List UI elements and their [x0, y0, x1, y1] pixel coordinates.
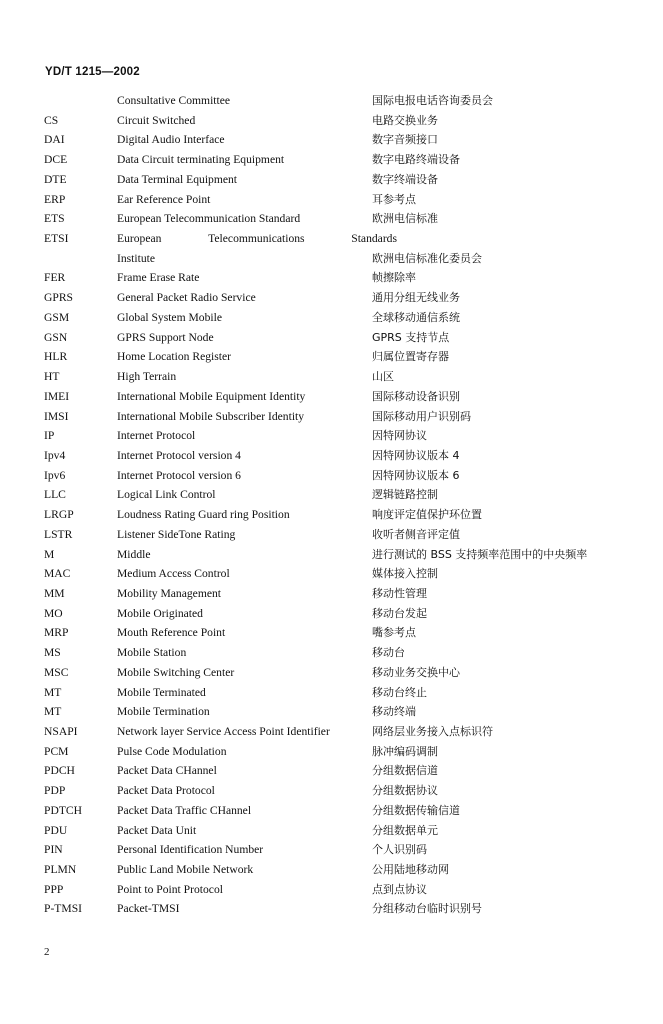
english-term: Ear Reference Point: [117, 192, 211, 206]
english-term: Packet Data Traffic CHannel: [117, 803, 252, 817]
chinese-term: 因特网协议版本 4: [372, 448, 460, 462]
abbreviation-row: [44, 268, 659, 288]
english-term: Listener SideTone Rating: [117, 527, 236, 541]
abbreviation: PDTCH: [44, 803, 83, 817]
abbreviation: LSTR: [44, 527, 73, 541]
abbreviation-row: [44, 643, 659, 663]
page-number: 2: [44, 946, 50, 958]
abbreviation-row: [44, 387, 659, 407]
abbreviation: HT: [44, 370, 60, 384]
abbreviation-row: [44, 564, 659, 584]
abbreviation-row: [44, 821, 659, 841]
abbreviation-row: [44, 545, 659, 565]
chinese-term: 归属位置寄存器: [372, 350, 449, 364]
english-term: Mobile Termination: [117, 705, 210, 719]
chinese-term: 因特网协议: [372, 429, 427, 443]
english-term: Internet Protocol: [117, 429, 196, 443]
english-term: Packet Data Protocol: [117, 784, 215, 798]
abbreviation: LRGP: [44, 508, 74, 522]
english-term: International Mobile Subscriber Identity: [117, 409, 305, 423]
english-term: Medium Access Control: [117, 567, 230, 581]
abbreviation-row: [44, 623, 659, 643]
abbreviation-row: [44, 150, 659, 170]
english-term: Institute: [117, 251, 155, 265]
abbreviation: PCM: [44, 744, 69, 758]
abbreviation-row: [44, 880, 659, 900]
english-term: Packet Data CHannel: [117, 764, 217, 778]
abbreviation: ERP: [44, 192, 66, 206]
abbreviation-row: [44, 801, 659, 821]
chinese-term: 因特网协议版本 6: [372, 468, 460, 482]
english-term-word: Standards: [351, 232, 397, 246]
abbreviation-row: [44, 229, 659, 249]
chinese-term: 移动台发起: [372, 606, 427, 620]
chinese-term: 国际移动用户识别码: [372, 409, 471, 423]
english-term: Packet-TMSI: [117, 902, 180, 916]
chinese-term: 帧擦除率: [372, 271, 416, 285]
abbreviation-row: [44, 367, 659, 387]
abbreviation-row: [44, 722, 659, 742]
chinese-term: 嘴参考点: [372, 626, 416, 640]
abbreviation: IMEI: [44, 389, 70, 403]
abbreviation: P-TMSI: [44, 902, 83, 916]
chinese-term: 脉冲编码调制: [372, 744, 438, 758]
abbreviation-row: [44, 288, 659, 308]
chinese-term: 欧洲电信标准化委员会: [372, 251, 482, 265]
abbreviation-row: [44, 702, 659, 722]
english-term: Global System Mobile: [117, 310, 222, 324]
chinese-term: 移动业务交换中心: [372, 665, 460, 679]
abbreviation-row: [44, 347, 659, 367]
abbreviation: PIN: [44, 843, 63, 857]
english-term: Mobile Terminated: [117, 685, 206, 699]
chinese-term: 通用分组无线业务: [372, 291, 460, 305]
abbreviation: NSAPI: [44, 725, 78, 738]
abbreviation-row: [44, 446, 659, 466]
english-term-word: European: [117, 232, 162, 246]
chinese-term: 媒体接入控制: [372, 567, 438, 581]
abbreviation: MT: [44, 705, 62, 719]
abbreviation: MM: [44, 586, 65, 600]
english-term: Loudness Rating Guard ring Position: [117, 508, 290, 522]
abbreviation: M: [44, 547, 55, 561]
english-term: Data Circuit terminating Equipment: [117, 153, 285, 167]
abbreviation: GSM: [44, 310, 70, 324]
english-term: European Telecommunication Standard: [117, 212, 301, 226]
chinese-term: 数字电路终端设备: [372, 153, 460, 167]
english-term: High Terrain: [117, 370, 177, 384]
english-term: International Mobile Equipment Identity: [117, 389, 306, 403]
abbreviation-row: [44, 111, 659, 131]
chinese-term: 逻辑链路控制: [372, 488, 438, 502]
chinese-term: 国际电报电话咨询委员会: [372, 94, 493, 107]
abbreviation: MO: [44, 606, 63, 620]
chinese-term: 分组移动台临时识别号: [372, 902, 482, 916]
abbreviation: Ipv6: [44, 468, 66, 482]
abbreviation-row: [44, 525, 659, 545]
chinese-term: 分组数据单元: [372, 823, 438, 837]
abbreviation-list: [44, 91, 659, 919]
abbreviation-row: [44, 860, 659, 880]
english-term-word: Telecommunications: [208, 232, 305, 246]
abbreviation: PDP: [44, 784, 66, 798]
abbreviation: MRP: [44, 626, 69, 640]
english-term: Internet Protocol version 6: [117, 468, 241, 482]
abbreviation-row: [44, 209, 659, 229]
abbreviation: LLC: [44, 488, 66, 502]
english-term: Personal Identification Number: [117, 843, 264, 857]
english-term: Mobile Originated: [117, 606, 203, 620]
english-term: Internet Protocol version 4: [117, 448, 241, 462]
english-term: Digital Audio Interface: [117, 133, 225, 147]
abbreviation: GSN: [44, 330, 68, 344]
chinese-term: GPRS 支持节点: [372, 330, 450, 344]
abbreviation: DCE: [44, 153, 68, 167]
chinese-term: 移动台终止: [372, 685, 427, 699]
abbreviation: PDU: [44, 823, 68, 837]
abbreviation-row: [44, 130, 659, 150]
abbreviation: MAC: [44, 567, 71, 581]
abbreviation: MT: [44, 685, 62, 699]
english-term: Pulse Code Modulation: [117, 744, 227, 758]
chinese-term: 移动性管理: [372, 586, 427, 600]
english-term: Public Land Mobile Network: [117, 863, 254, 877]
english-term: Logical Link Control: [117, 488, 216, 502]
chinese-term: 移动终端: [372, 705, 416, 719]
chinese-term: 分组数据信道: [372, 764, 438, 778]
abbreviation: Ipv4: [44, 448, 66, 462]
abbreviation-row: [44, 485, 659, 505]
english-term: Data Terminal Equipment: [117, 172, 238, 186]
english-term: Mouth Reference Point: [117, 626, 226, 640]
abbreviation: MSC: [44, 665, 69, 679]
chinese-term: 网络层业务接入点标识符: [372, 725, 493, 738]
abbreviation: CS: [44, 113, 59, 127]
chinese-term: 个人识别码: [372, 843, 427, 857]
english-term: [117, 229, 397, 249]
abbreviation-row: [44, 91, 659, 111]
standard-header: YD/T 1215—2002: [45, 66, 140, 78]
abbreviation-row: [44, 466, 659, 486]
chinese-term: 数字音频接口: [372, 133, 438, 147]
english-term: General Packet Radio Service: [117, 291, 256, 305]
english-term: Mobility Management: [117, 586, 222, 600]
abbreviation: GPRS: [44, 291, 74, 305]
abbreviation-row: [44, 328, 659, 348]
chinese-term: 国际移动设备识别: [372, 389, 460, 403]
chinese-term: 分组数据传输信道: [372, 803, 460, 817]
chinese-term: 移动台: [372, 646, 405, 660]
chinese-term: 电路交换业务: [372, 113, 438, 127]
abbreviation-row: [44, 663, 659, 683]
abbreviation: ETSI: [44, 232, 69, 246]
abbreviation: IMSI: [44, 409, 69, 423]
abbreviation: PDCH: [44, 764, 75, 778]
english-term: Network layer Service Access Point Identifier: [117, 725, 330, 738]
english-term: GPRS Support Node: [117, 330, 214, 344]
abbreviation-row: [44, 840, 659, 860]
chinese-term: 公用陆地移动网: [372, 863, 449, 877]
chinese-term: 响度评定值保护环位置: [372, 508, 482, 522]
abbreviation: DAI: [44, 133, 65, 147]
abbreviation-row: [44, 604, 659, 624]
abbreviation-row: [44, 505, 659, 525]
abbreviation-row: [44, 781, 659, 801]
english-term: Circuit Switched: [117, 113, 196, 127]
abbreviation: DTE: [44, 172, 67, 186]
english-term: Point to Point Protocol: [117, 882, 223, 896]
abbreviation: MS: [44, 646, 61, 660]
chinese-term: 全球移动通信系统: [372, 310, 460, 324]
abbreviation-row: [44, 308, 659, 328]
chinese-term: 分组数据协议: [372, 784, 438, 798]
chinese-term: 数字终端设备: [372, 172, 438, 186]
abbreviation-row: [44, 407, 659, 427]
abbreviation-row: [44, 426, 659, 446]
chinese-term: 欧洲电信标准: [372, 212, 438, 226]
abbreviation-row: [44, 899, 659, 919]
abbreviation-row: [44, 170, 659, 190]
chinese-term: 点到点协议: [372, 882, 427, 896]
english-term: Middle: [117, 547, 151, 561]
abbreviation: HLR: [44, 350, 68, 364]
abbreviation: ETS: [44, 212, 65, 226]
english-term: Mobile Station: [117, 646, 187, 660]
abbreviation: FER: [44, 271, 66, 285]
abbreviation: PPP: [44, 882, 64, 896]
chinese-term: 收听者侧音评定值: [372, 527, 460, 541]
abbreviation-row: [44, 683, 659, 703]
abbreviation: IP: [44, 429, 55, 443]
abbreviation-row: [44, 761, 659, 781]
abbreviation: PLMN: [44, 863, 77, 877]
english-term: Home Location Register: [117, 350, 231, 364]
abbreviation-row: [44, 190, 659, 210]
abbreviation-row: [44, 742, 659, 762]
abbreviation-row: [44, 249, 659, 269]
chinese-term: 耳参考点: [372, 192, 416, 206]
english-term: Packet Data Unit: [117, 823, 197, 837]
english-term: Frame Erase Rate: [117, 271, 200, 285]
english-term: Mobile Switching Center: [117, 665, 235, 679]
chinese-term: 进行测试的 BSS 支持频率范围中的中央频率: [372, 547, 588, 561]
abbreviation-row: [44, 584, 659, 604]
english-term: Consultative Committee: [117, 94, 231, 107]
chinese-term: 山区: [372, 370, 394, 384]
